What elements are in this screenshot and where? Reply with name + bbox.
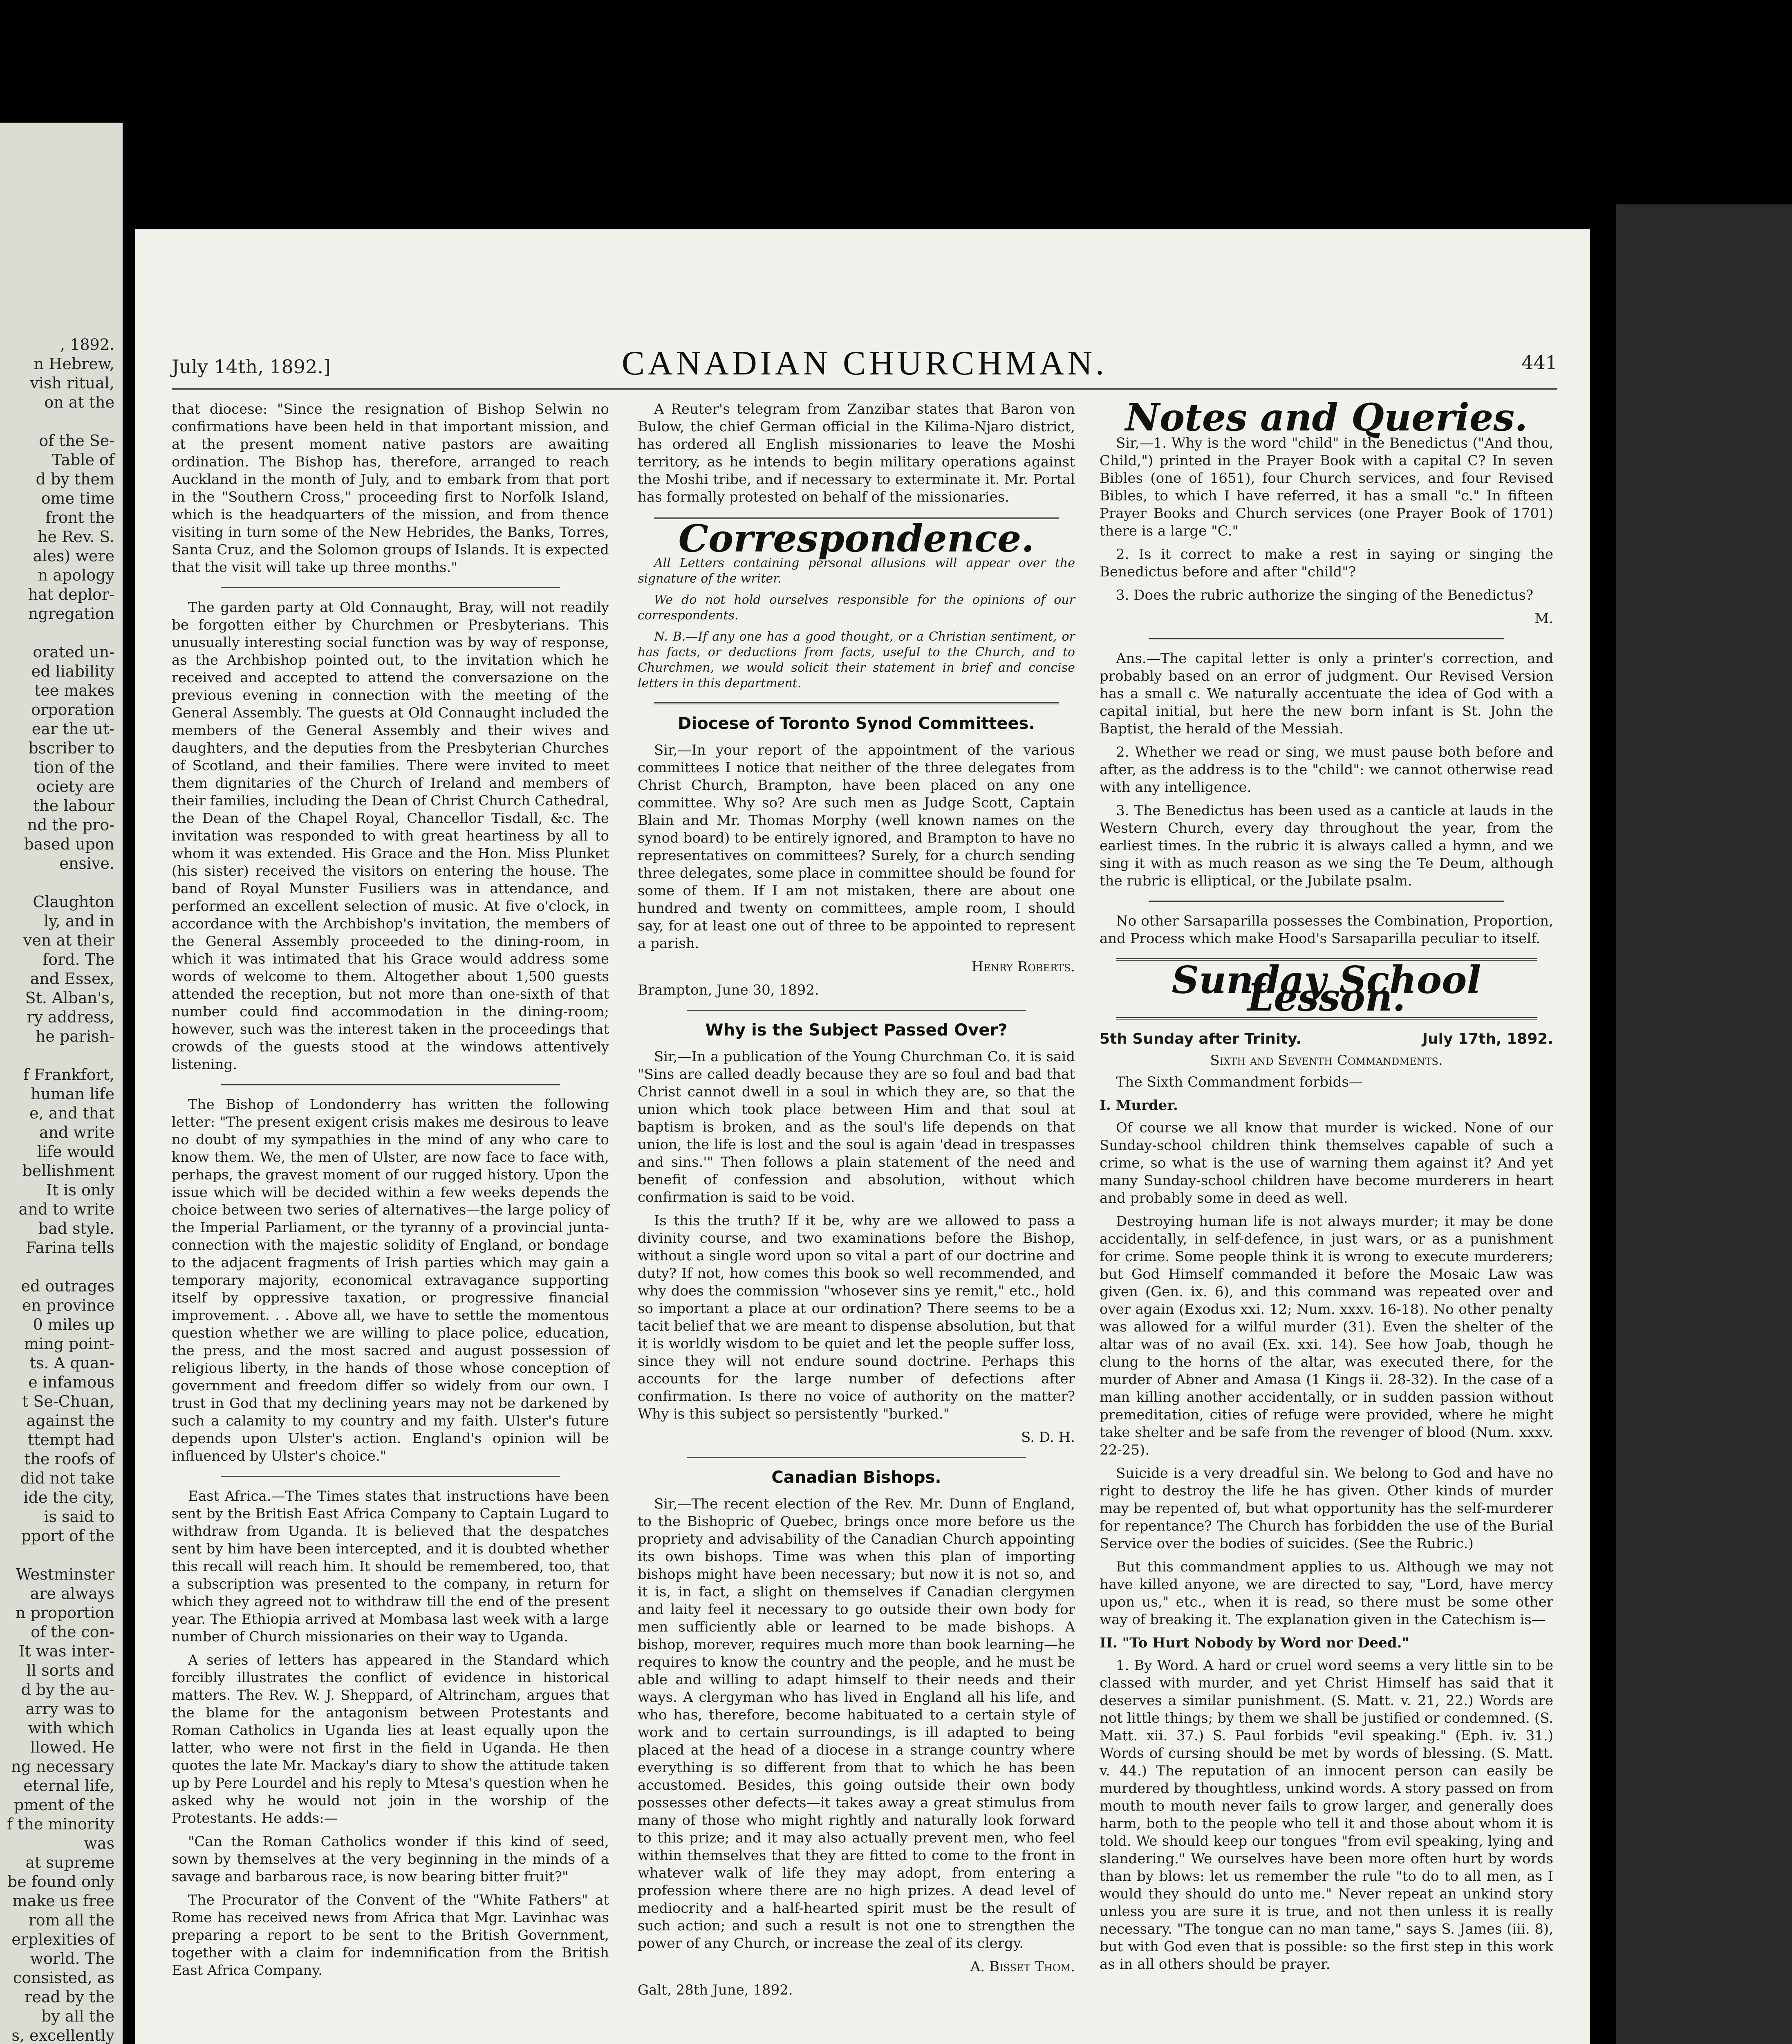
previous-page-line: n Hebrew,	[34, 355, 114, 373]
paragraph: that diocese: "Since the resignation of Bishop Selwin no confirmations have been held in that important mission, and at the present moment native pastors are awaiting ordination. The Bishop has, therefore, arranged to reach Auckland in the month of July, and to embark from that port in the "Southern Cross," proceeding first to Norfolk Island, which is the headquarters of the mission, and from thence visiting in turn some of the New Hebrides, the Banks, Torres, Santa Cruz, and the Solomon groups of Islands. It is expected that the visit will take up three months."	[172, 401, 609, 576]
previous-page-line: llowed. He	[30, 1738, 114, 1756]
previous-page-line: en province	[22, 1296, 114, 1314]
previous-page-line: ng necessary	[11, 1757, 114, 1775]
previous-page-line: and write	[39, 1123, 114, 1141]
column-3	[1100, 395, 1553, 1979]
previous-page-line: hat deplor-	[28, 585, 114, 603]
quotation: "Can the Roman Catholics wonder if this kind of seed, sown by themselves at the very beginning in the minds of a savage and barbarous race, is now bearing bitter fruit?"	[172, 1833, 609, 1885]
previous-page-line: bad style.	[38, 1219, 114, 1237]
lesson-meta	[1100, 1030, 1553, 1048]
letter-dateline: Galt, 28th June, 1892.	[638, 1982, 793, 1998]
section-title-sunday-school: Sunday School Lesson.	[1172, 958, 1481, 1020]
paragraph: East Africa.—The Times states that instructions have been sent by the British East Africa Company to Captain Lugard to withdraw from Uganda. It is believed that the despatches sent by him have been intercepted, and it is doubted whether this recall will reach him. It should be remembered, too, that a subscription was presented to the company, in return for which they agreed not to withdraw till the end of the present year. The Ethiopia arrived at Mombasa last week with a large number of Church missionaries on their way to Uganda.	[172, 1488, 609, 1645]
previous-page-line: ed outrages	[21, 1277, 114, 1295]
letter-signature: Henry Roberts.	[971, 959, 1075, 975]
previous-page-line: rom all the	[28, 1911, 114, 1929]
previous-page-line: the roofs of	[24, 1450, 114, 1468]
paragraph: The garden party at Old Connaught, Bray, will not readily be forgotten either by Churchmen or Presbyterians. This unusually interesting social function was by way of response, as the Archbishop pointed out, to the invitation which he received and accepted to attend the conversazione on the previous evening in connection with the meeting of the General Assembly. The guests at Old Connaught included the members of the General Assembly and their wives and daughters, and the deputies from the Presbyterian Churches of Scotland, and their families. There were invited to meet them dignitaries of the Church of Ireland and members of their families, including the Dean of Christ Church Cathedral, the Dean of the Chapel Royal, Chancellor Tisdall, &c. The invitation was responded to with great heartiness by all to whom it was extended. His Grace and the Hon. Miss Plunket (his sister) received the visitors on entering the house. The band of Royal Munster Fusiliers was in attendance, and performed an excellent selection of music. At five o'clock, in accordance with the Archbishop's invitation, the members of the General Assembly proceeded to the dining-room, in which it was intimated that his Grace would address some words of welcome to them. Altogether about 1,500 guests attended the reception, but not more than one-sixth of that number could find accommodation in the dining-room; however, such was the interest taken in the proceedings that crowds of the guests stood at the windows attentively listening.	[172, 599, 609, 1073]
advertisement: No other Sarsaparilla possesses the Combination, Proportion, and Process which make Hood's Sarsaparilla peculiar to itself.	[1100, 913, 1553, 947]
previous-page-line: e, and that	[29, 1104, 114, 1122]
previous-page-line: ry address,	[27, 1008, 114, 1026]
lesson-paragraph: Destroying human life is not always murder; it may be done accidentally, in self-defence, in just wars, or as a punishment for crime. Some people think it is wrong to execute murderers; but God Himself commanded it before the Mosaic Law was given (Gen. ix. 6), and this command was repeated over and over again (Exodus xxi. 12; Num. xxxv. 16-18). No other penalty was allowed for a wilful murder (31). Even the shelter of the altar was of no avail (Ex. xxi. 14). See how Joab, though he clung to the horns of the altar, was executed there, for the murder of Abner and Amasa (1 Kings ii. 28-32). In the case of a man killing another accidentally, or in sudden passion without premeditation, cities of refuge were provided, where he might take shelter and be safe from the revenger of blood (Num. xxxv. 22-25).	[1100, 1213, 1553, 1458]
letter-title: Why is the Subject Passed Over?	[705, 1021, 1008, 1040]
editorial-notice: N. B.—If any one has a good thought, or a Christian sentiment, or has facts, or deductions from facts, useful to the Church, and to Churchmen, we would solicit their statement in brief and concise letters in this department.	[638, 630, 1075, 690]
section-title-notes-queries: Notes and Queries.	[1125, 395, 1528, 439]
lesson-paragraph: Suicide is a very dreadful sin. We belong to God and have no right to destroy the life he has given. Other kinds of murder may be repented of, but what opportunity has the self-murderer for repentance? The Church has forbidden the use of the Burial Service over the bodies of suicides. (See the Rubric.)	[1100, 1465, 1553, 1552]
letter-body: Sir,—In a publication of the Young Churchman Co. it is said "Sins are called deadly because they are so foul and bad that Christ cannot dwell in a soul in which they are, so that the union which took place between Him and that soul at baptism is broken, and as the soul's life depends on that union, the life is lost and the soul is again 'dead in trespasses and sins.'" Then follows a plain statement of the need and benefit of confession and absolution, without which confirmation is said to be void.	[638, 1049, 1075, 1206]
previous-page-line: ven at their	[23, 931, 114, 949]
lesson-subject: Sixth and Seventh Commandments.	[1210, 1052, 1443, 1069]
previous-page-line: based upon	[24, 835, 114, 853]
previous-page-line: eternal life,	[23, 1777, 114, 1795]
previous-page-line: of the con-	[31, 1623, 114, 1641]
previous-page-line: world. The	[30, 1950, 114, 1968]
previous-page-line: life would	[37, 1143, 114, 1161]
previous-page-line: ome time	[41, 489, 114, 507]
previous-page-line: It is only	[46, 1181, 114, 1199]
previous-page-line: ociety are	[36, 778, 114, 796]
previous-page-line: consisted, as	[13, 1969, 114, 1987]
previous-page-line: is said to	[44, 1508, 114, 1526]
previous-page-line: It was inter-	[18, 1642, 114, 1660]
previous-page-line: on at the	[44, 393, 114, 411]
previous-page-line: ford. The	[43, 950, 114, 968]
divider	[221, 1084, 560, 1085]
previous-page-line: Table of	[52, 451, 114, 469]
answer-text: 3. The Benedictus has been used as a canticle at lauds in the Western Church, every day throughout the year, from the earliest times. In the rubric it is always called a hymn, and we sing it with as much reason as we sing the Te Deum, although the rubric is elliptical, or the Jubilate psalm.	[1100, 802, 1553, 889]
lesson-date: July 17th, 1892.	[1422, 1031, 1553, 1047]
previous-page-line: ttempt had	[27, 1431, 114, 1449]
previous-page-line: front the	[45, 509, 114, 527]
previous-page-line: nd the pro-	[27, 816, 114, 834]
editorial-notice: We do not hold ourselves responsible for the opinions of our correspondents.	[638, 593, 1075, 623]
previous-page-line: orporation	[31, 701, 114, 719]
previous-page-line: d by them	[36, 470, 114, 488]
previous-page-line: with which	[28, 1719, 114, 1737]
previous-page-line: bscriber to	[28, 739, 114, 757]
divider	[687, 1457, 1026, 1458]
previous-page-line: St. Alban's,	[25, 989, 114, 1007]
answer-text: Ans.—The capital letter is only a printer's correction, and probably based on an error of judgment. Our Revised Version has a small c. We naturally accentuate the idea of God with a capital initial, but here the new born infant is St. John the Baptist, the herald of the Messiah.	[1100, 650, 1553, 737]
page-number: 441	[1521, 352, 1557, 374]
previous-page-line: ll sorts and	[26, 1661, 114, 1679]
previous-page-line: did not take	[20, 1469, 114, 1487]
previous-page-line: was	[84, 1834, 114, 1852]
previous-page-line: read by the	[25, 1988, 114, 2006]
previous-page-line: ear the ut-	[31, 720, 114, 738]
query-text: 3. Does the rubric authorize the singing of the Benedictus?	[1116, 587, 1534, 603]
previous-page-line: Farina tells	[25, 1239, 114, 1257]
paragraph: The Bishop of Londonderry has written the following letter: "The present exigent crisis makes me desirous to leave no doubt of my sympathies in the mind of any who care to know them. We, the men of Ulster, are now face to face with, perhaps, the gravest moment of our rugged history. Upon the issue which will be decided within a few weeks depends the choice between two series of alternatives—the large policy of the Imperial Parliament, or the tyranny of a provincial junta-connection with the majestic solidity of England, or bondage to the adjacent fragments of Irish parties which may gain a temporary majority, economical extravagance supporting itself by oppressive taxation, or progressive financial improvement. . . Above all, we have to settle the momentous question whether we are willing to place police, education, the press, and the most sacred and august possession of religious liberty, in the hands of those whose conception of government and freedom differ so widely from our own. I trust in God that my declining years may not be darkened by such a calamity to my country and my faith. Ulster's future depends upon Ulster's action. England's opinion will be influenced by Ulster's choice."	[172, 1096, 609, 1464]
previous-page-line: are always	[30, 1585, 114, 1602]
previous-page-line: d by the au-	[21, 1681, 114, 1699]
editorial-notice: All Letters containing personal allusions will appear over the signature of the writer.	[638, 556, 1075, 586]
letter-body: Is this the truth? If it be, why are we allowed to pass a divinity course, and two examinations before the Bishop, without a single word upon so vital a part of our doctrine and duty? If not, how comes this book so well recommended, and why does the commission "whosever sins ye remit," etc., hold so important a place at our ordination? There seems to be a tacit belief that we are meant to dispense absolution, but that it is worldly wisdom to be quiet and let the people suffer loss, since they will not endure sound doctrine. Perhaps this accounts for the large number of defections after confirmation. Is there no voice of authority on the matter? Why is this subject so persistently "burked."	[638, 1213, 1075, 1422]
previous-page-line: ming point-	[24, 1335, 114, 1353]
divider	[1149, 638, 1504, 639]
lesson-paragraph: 1. By Word. A hard or cruel word seems a very little sin to be classed with murder, and yet Christ Himself has said that it deserves a similar punishment. (S. Matt. v. 21, 22.) Words are not little things; by them we shall be justified or condemned. (S. Matt. xii. 37.) S. Paul forbids "evil speaking." (Eph. iv. 31.) Words of cursing should be met by words of blessing. (S. Matt. v. 44.) The reputation of an innocent person can easily be murdered by thoughtless, unkind words. A story passed on from mouth to mouth never fails to grow larger, and generally does harm, both to the people who tell it and those about whom it is told. We should keep our tongues "from evil speaking, lying and slandering." We ourselves have been more often hurt by words than by blows: let us remember the rule "to do to all men, as I would they should do unto me." Never repeat an unkind story unless you are sure it is true, and not then unless it is really necessary. "The tongue can no man tame," says S. James (iii. 8), but with God even that is possible: so the first step in this work as in all others should be prayer.	[1100, 1657, 1553, 1972]
masthead-title: CANADIAN CHURCHMAN.	[621, 344, 1108, 382]
lesson-intro: The Sixth Commandment forbids—	[1116, 1074, 1363, 1090]
previous-page-line: tee makes	[34, 681, 114, 699]
previous-page-line: tion of the	[33, 758, 114, 776]
paragraph: The Procurator of the Convent of the "White Fathers" at Rome has received news from Africa that Mgr. Lavinhac was preparing a report to be sent to the British Government, together with a claim for indemnification from the British East Africa Company.	[172, 1892, 609, 1979]
book-spine	[1616, 204, 1792, 2044]
previous-page-line: he Rev. S.	[37, 528, 114, 546]
letter-signature: A. Bisset Thom.	[970, 1959, 1075, 1975]
previous-page-line: n proportion	[15, 1604, 114, 1622]
previous-page-line: and Essex,	[30, 970, 114, 988]
previous-page-line: ngregation	[28, 605, 114, 623]
previous-page-line: he parish-	[35, 1027, 114, 1045]
previous-page-line: ensive.	[59, 854, 114, 872]
previous-page-line: be found only	[7, 1873, 114, 1891]
letter-title: Canadian Bishops.	[771, 1468, 941, 1487]
lesson-heading: II. "To Hurt Nobody by Word nor Deed."	[1100, 1635, 1409, 1651]
query-text: 2. Is it correct to make a rest in saying or singing the Benedictus before and after "child"?	[1100, 546, 1553, 580]
query-text: Sir,—1. Why is the word "child" in the Benedictus ("And thou, Child,") printed in the Prayer Book with a capital C? In seven Bibles (one of 1651), four Church services, and four Revised Bibles, to which I have referred, it has a small "c." In fifteen Prayer Books and Church services (one Prayer Book of 1701) there is a large "C."	[1100, 435, 1553, 539]
paragraph: A Reuter's telegram from Zanzibar states that Baron von Bulow, the chief German official in the Kilima-Njaro district, has ordered all English missionaries to leave the Moshi territory, as he intends to begin military operations against the Moshi tribe, and if necessary to exterminate it. Mr. Portal has formally protested on behalf of the missionaries.	[638, 401, 1075, 505]
previous-page-line: ly, and in	[44, 912, 114, 930]
letter-dateline: Brampton, June 30, 1892.	[638, 982, 819, 998]
divider	[687, 1010, 1026, 1011]
previous-page-line: of the Se-	[39, 432, 114, 450]
previous-page-line: e infamous	[28, 1373, 114, 1391]
previous-page-line: pment of the	[14, 1796, 114, 1814]
previous-page-line: Claughton	[33, 893, 114, 911]
lesson-paragraph: But this commandment applies to us. Although we may not have killed anyone, we are directed to say, "Lord, have mercy upon us," etc., when it is read, so there must be some other way of breaking it. The explanation given in the Catechism is—	[1100, 1559, 1553, 1628]
previous-page-line: make us free	[12, 1892, 114, 1910]
previous-page-line: arry was to	[25, 1700, 114, 1718]
previous-page-line: ed liability	[31, 662, 114, 680]
paragraph: A series of letters has appeared in the Standard which forcibly illustrates the conflict of evidence in historical matters. The Rev. W. J. Sheppard, of Altrincham, argues that the blame for the antagonism between Protestants and Roman Catholics in Uganda lies at least equally upon the latter, who were not first in the field in Uganda. He then quotes the late Mr. Mackay's diary to show the attitude taken up by Pere Lourdel and his reply to Mtesa's question when he asked why he would not join in the worship of the Protestants. He adds:—	[172, 1652, 609, 1827]
previous-page-line: bellishment	[22, 1162, 114, 1180]
lesson-heading: I. Murder.	[1100, 1097, 1178, 1114]
letter-title: Diocese of Toronto Synod Committees.	[678, 714, 1035, 733]
previous-page-line: pport of the	[21, 1527, 114, 1545]
letter-body: Sir,—In your report of the appointment of the various committees I notice that neither of the three delegates from Christ Church, Brampton, have been placed on any one committee. Why so? Are such men as Judge Scott, Captain Blain and Mr. Thomas Morphy (well known names on the synod board) to be entirely ignored, and Brampton to have no representatives on committees? Surely, for a church sending three delegates, some place in committee should be found for some of them. If I am not mistaken, there are about one hundred and twenty on committees, ample room, I should say, for at least one out of three to be appointed to represent a parish.	[638, 742, 1075, 952]
previous-page-line: ts. A quan-	[29, 1354, 114, 1372]
divider	[221, 587, 560, 588]
previous-page-line: against the	[26, 1412, 114, 1430]
previous-page-line: and to write	[18, 1200, 114, 1218]
previous-page-line: Westminster	[16, 1565, 114, 1583]
letter-body: Sir,—The recent election of the Rev. Mr. Dunn of England, to the Bishopric of Quebec, brings once more before us the propriety and advisability of the Canadian Church appointing its own bishops. Time was when this plan of importing bishops might have been necessary; but now it is not so, and it is, in fact, a slight on themselves if Canadian clergymen and laity feel it necessary to go outside their own body for men sufficiently able or learned to be made bishops. A bishop, morever, requires much more than book learning—he requires to know the country and the people, and he must be able and willing to adapt himself to their needs and their ways. A clergyman who has lived in England all his life, and who has, therefore, become habituated to a certain style of work and to certain surroundings, is ill adapted to being placed at the head of a diocese in a strange country where everything is so different from that to which he has been accustomed. Besides, this going outside their own body possesses other defects—it takes away a great stimulus from many of those who might rightly and naturally look forward to this prize; and it may also actually prevent men, who feel within themselves that they are fitted to come to the front in whatever walk of life they may adopt, from entering a profession where there are no high prizes. A dead level of mediocrity and a half-hearted spirit must be the result of such action; and such a result is not one to strengthen the power of any Church, or increase the zeal of its clergy.	[638, 1496, 1075, 1952]
lesson-paragraph: Of course we all know that murder is wicked. None of our Sunday-school children think themselves capable of such a crime, so what is the use of warning them against it? And yet many Sunday-school children have become murderers in heart and probably some in deed as well.	[1100, 1120, 1553, 1206]
lesson-sunday: 5th Sunday after Trinity.	[1100, 1031, 1302, 1047]
previous-page-line: f the minority	[7, 1815, 114, 1833]
double-divider	[654, 702, 1059, 704]
letter-signature: S. D. H.	[1021, 1429, 1075, 1446]
header-date: July 14th, 1892.]	[172, 356, 331, 378]
column-1	[172, 401, 609, 1985]
previous-page-line: orated un-	[33, 643, 114, 661]
previous-page-line: ales) were	[33, 547, 114, 565]
previous-page-line: , 1892.	[60, 336, 114, 354]
column-2	[638, 401, 1075, 2005]
previous-page-line: at supreme	[25, 1853, 114, 1871]
page-header	[172, 339, 1557, 390]
previous-page-line: 0 miles up	[33, 1316, 114, 1334]
previous-page-line: the labour	[33, 797, 114, 815]
previous-page-line: n apology	[38, 566, 114, 584]
answer-text: 2. Whether we read or sing, we must pause both before and after, as the address is to the "child": we cannot otherwise read with any intelligence.	[1100, 744, 1553, 796]
previous-page-line: ide the city,	[23, 1488, 114, 1506]
query-signature: M.	[1534, 610, 1553, 627]
section-title-correspondence: Correspondence.	[678, 516, 1035, 560]
previous-page-line: s, excellently	[11, 2026, 114, 2044]
newspaper-page	[135, 229, 1590, 2044]
previous-page-line: erplexities of	[11, 1930, 114, 1948]
previous-page-line: by all the	[41, 2007, 114, 2025]
previous-page-line: f Frankfort,	[23, 1066, 114, 1084]
divider	[1149, 901, 1504, 902]
previous-page-line: human life	[30, 1085, 114, 1103]
previous-page-line: vish ritual,	[30, 374, 114, 392]
previous-page-fragment	[0, 123, 123, 2044]
divider	[221, 1476, 560, 1477]
previous-page-line: t Se-Chuan,	[22, 1392, 114, 1410]
